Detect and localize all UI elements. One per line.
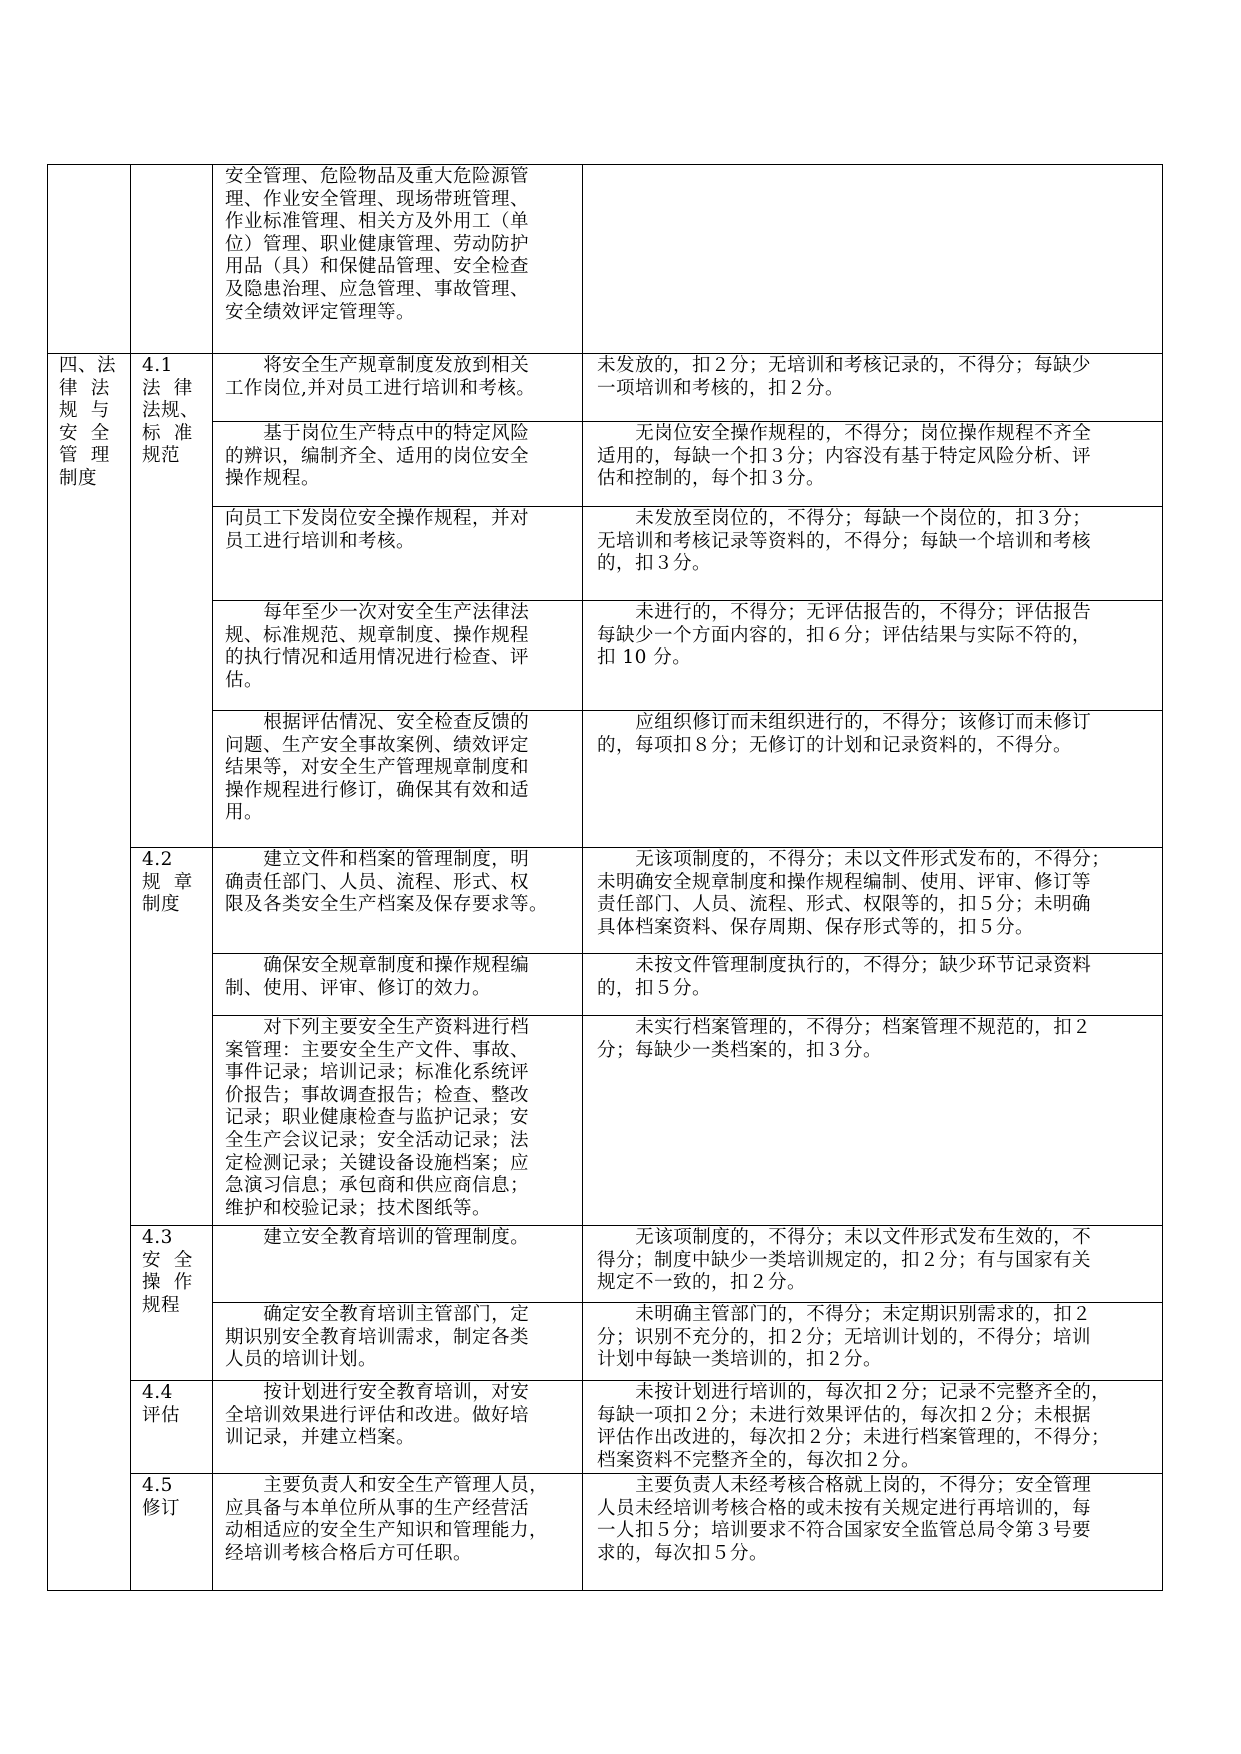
standard-content: 建立文件和档案的管理制度，明 确责任部门、人员、流程、形式、权 限及各类安全生产档案及保存要求等。 (225, 849, 549, 916)
row-divider (47, 353, 1163, 354)
row-divider (212, 421, 1163, 422)
scoring-criteria: 未实行档案管理的，不得分；档案管理不规范的，扣２ 分；每缺少一类档案的，扣３分。 (597, 1017, 1092, 1061)
column-divider-2 (212, 164, 213, 1591)
item-label: 4.1 法 律 法规、 标 准 规范 (142, 355, 200, 467)
row-divider (130, 1380, 1163, 1381)
standard-content: 基于岗位生产特点中的特定风险 的辨识，编制齐全、适用的岗位安全 操作规程。 (225, 423, 530, 490)
column-divider-1 (130, 164, 131, 1591)
row-divider (212, 1015, 1163, 1016)
standard-content: 按计划进行安全教育培训，对安 全培训效果进行评估和改进。做好培 训记录，并建立档案。 (225, 1382, 530, 1449)
row-divider (130, 1473, 1163, 1474)
item-label: 4.5 修订 (142, 1475, 181, 1519)
row-divider (130, 847, 1163, 848)
standard-content: 对下列主要安全生产资料进行档 案管理：主要安全生产文件、事故、 事件记录；培训记录；标准化系统评 价报告；事故调查报告；检查、整改 记录；职业健康检查与监护记录；安 全生产会议记录；安全活动记录；法 定检测记录；关键设备设施档案；应 急演习信息；承包商和供应商信息； 维护和校验记录；技术图纸等。 (225, 1017, 530, 1219)
scoring-criteria: 未按文件管理制度执行的，不得分；缺少环节记录资料 的，扣５分。 (597, 955, 1092, 999)
item-label: 4.4 评估 (142, 1382, 181, 1426)
table-border-bottom (47, 1590, 1163, 1591)
standard-content: 根据评估情况、安全检查反馈的 问题、生产安全事故案例、绩效评定 结果等，对安全生产管理规章制度和 操作规程进行修订，确保其有效和适 用。 (225, 712, 530, 824)
standard-content: 确定安全教育培训主管部门，定 期识别安全教育培训需求，制定各类 人员的培训计划。 (225, 1304, 530, 1371)
item-label: 4.3 安 全 操 作 规程 (142, 1227, 193, 1316)
scoring-criteria: 应组织修订而未组织进行的，不得分；该修订而未修订 的，每项扣８分；无修订的计划和记录资料的，不得分。 (597, 712, 1092, 756)
item-label: 4.2 规 章 制度 (142, 849, 193, 916)
scoring-criteria: 未明确主管部门的，不得分；未定期识别需求的，扣２ 分；识别不充分的，扣２分；无培训计划的，不得分；培训 计划中每缺一类培训的，扣２分。 (597, 1304, 1092, 1371)
row-divider (212, 506, 1163, 507)
scoring-criteria: 主要负责人未经考核合格就上岗的，不得分；安全管理 人员未经培训考核合格的或未按有关规定进行再培训的，每 一人扣５分；培训要求不符合国家安全监管总局令第３号要 求的，每次扣５分。 (597, 1475, 1092, 1564)
row-divider (212, 1302, 1163, 1303)
row-divider (212, 710, 1163, 711)
table-border-top (47, 164, 1163, 165)
category-label: 四、法 律 法 规 与 安 全 管 理 制度 (59, 355, 117, 489)
scoring-criteria: 未发放至岗位的，不得分；每缺一个岗位的，扣３分； 无培训和考核记录等资料的，不得分；每缺一个培训和考核 的，扣３分。 (597, 508, 1092, 575)
scoring-criteria: 未发放的，扣２分；无培训和考核记录的，不得分；每缺少 一项培训和考核的，扣２分。 (597, 355, 1092, 399)
scoring-criteria: 无该项制度的，不得分；未以文件形式发布生效的，不 得分；制度中缺少一类培训规定的，扣２分；有与国家有关 规定不一致的，扣２分。 (597, 1227, 1092, 1294)
scoring-criteria: 无岗位安全操作规程的，不得分；岗位操作规程不齐全 适用的，每缺一个扣３分；内容没有基于特定风险分析、评 估和控制的，每个扣３分。 (597, 423, 1092, 490)
scoring-criteria: 未按计划进行培训的，每次扣２分；记录不完整齐全的， 每缺一项扣２分；未进行效果评估的，每次扣２分；未根据 评估作出改进的，每次扣２分；未进行档案管理的，不得分； 档案资料不完整齐全的，每次扣２分。 (597, 1382, 1111, 1471)
row-divider (212, 953, 1163, 954)
column-divider-3 (582, 164, 583, 1591)
standard-content: 安全管理、危险物品及重大危险源管 理、作业安全管理、现场带班管理、 作业标准管理、相关方及外用工（单 位）管理、职业健康管理、劳动防护 用品（具）和保健品管理、安全检查 及隐患治理、应急管理、事故管理、 安全绩效评定管理等。 (225, 166, 530, 323)
standard-content: 确保安全规章制度和操作规程编 制、使用、评审、修订的效力。 (225, 955, 530, 999)
row-divider (130, 1225, 1163, 1226)
table-border-right (1162, 164, 1163, 1591)
scoring-criteria: 无该项制度的，不得分；未以文件形式发布的，不得分； 未明确安全规章制度和操作规程编制、使用、评审、修订等 责任部门、人员、流程、形式、权限等的，扣５分；未明确 具体档案资料、保存周期、保存形式等的，扣５分。 (597, 849, 1111, 938)
row-divider (212, 600, 1163, 601)
standard-content: 主要负责人和安全生产管理人员， 应具备与本单位所从事的生产经营活 动相适应的安全生产知识和管理能力， 经培训考核合格后方可任职。 (225, 1475, 549, 1564)
scoring-criteria: 未进行的，不得分；无评估报告的，不得分；评估报告 每缺少一个方面内容的，扣６分；评估结果与实际不符的， 扣 10 分。 (597, 602, 1092, 669)
standard-content: 每年至少一次对安全生产法律法 规、标准规范、规章制度、操作规程 的执行情况和适用情况进行检查、评 估。 (225, 602, 530, 691)
standard-content: 向员工下发岗位安全操作规程，并对 员工进行培训和考核。 (225, 508, 530, 552)
table-border-left (47, 164, 48, 1591)
standard-content: 将安全生产规章制度发放到相关 工作岗位,并对员工进行培训和考核。 (225, 355, 536, 399)
standard-content: 建立安全教育培训的管理制度。 (225, 1227, 530, 1248)
